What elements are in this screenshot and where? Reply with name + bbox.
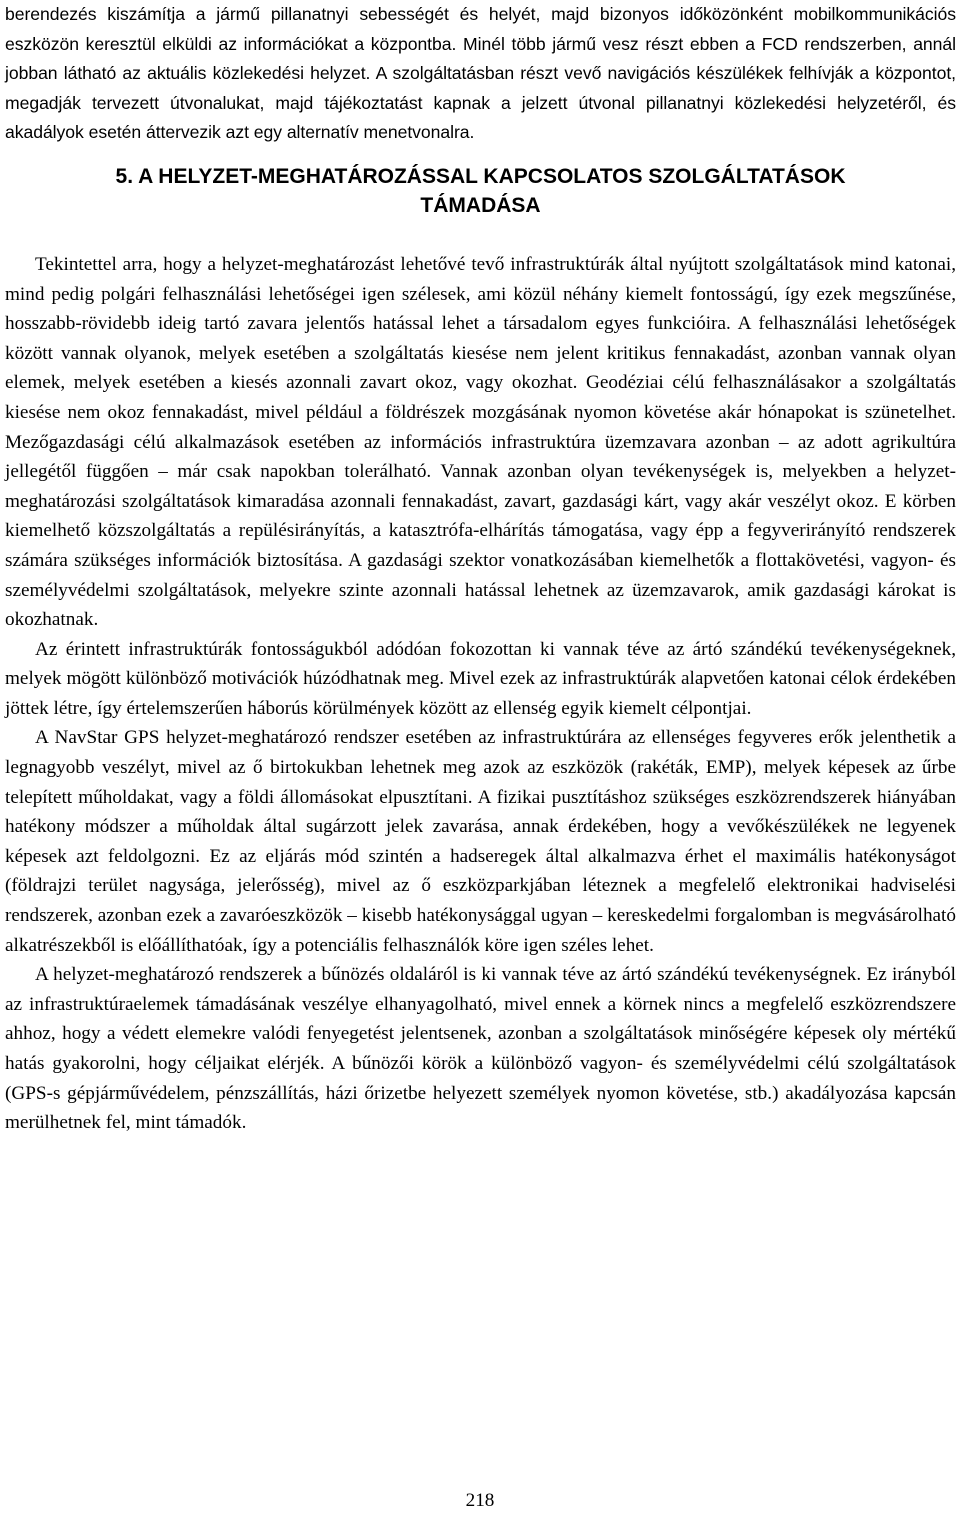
intro-paragraph: berendezés kiszámítja a jármű pillanatnyi sebességét és helyét, majd bizonyos időközönként mobilkommunikációs eszközön keresztül elküldi az információkat a központba. Minél több jármű vesz részt ebben a FCD rendszerben, annál jobban látható az aktuális közlekedési helyzet. A szolgáltatásban részt vevő navigációs készülékek felhívják a központot, megadják tervezett útvonalukat, majd tájékoztatást kapnak a jelzett útvonal pillanatnyi közlekedési helyzetéről, és akadályok esetén áttervezik azt egy alternatív menetvonalra. [5,4,956,143]
section-heading-line2: TÁMADÁSA [420,193,541,217]
body-paragraph: Tekintettel arra, hogy a helyzet-meghatározást lehetővé tevő infrastruktúrák által nyújtott szolgáltatások mind katonai, mind pedig polgári felhasználási lehetőségei igen szélesek, ami közül néhány kiemelt fontosságú, így ezek megszűnése, hosszabb-rövidebb ideig tartó zavara jelentős hatással lehet a társadalom egyes funkcióira. A felhasználási lehetőségek között vannak olyanok, melyek esetében a szolgáltatás kiesése nem jelent kritikus fennakadást, azonban vannak olyan elemek, melyek esetében a kiesés azonnali zavart okoz, vagy okozhat. Geodéziai célú felhasználásakor a szolgáltatás kiesése nem okoz fennakadást, mivel például a földrészek mozgásának nyomon követése akár hónapokat is szünetelhet. Mezőgazdasági célú alkalmazások esetében az információs infrastruktúra üzemzavara azonban – az adott agrikultúra jellegétől függően – már csak napokban tolerálható. Vannak azonban olyan tevékenységek is, melyekben a helyzet-meghatározási szolgáltatások kimaradása azonnali fennakadást, zavart, gazdasági kárt, vagy akár veszélyt okoz. E körben kiemelhető közszolgáltatás a repülésirányítás, a katasztrófa-elhárítás támogatása, vagy épp a fegyverirányító rendszerek számára szükséges információk biztosítása. A gazdasági szektor vonatkozásában kiemelhetők a flottakövetési, vagyon- és személyvédelmi szolgáltatások, melyekre szinte azonnali hatással lehetnek az üzemzavarok, amik gazdasági károkat is okozhatnak. [5,253,956,631]
body-paragraph: Az érintett infrastruktúrák fontosságukból adódóan fokozottan ki vannak téve az ártó szándékú tevékenységeknek, melyek mögött különböző motivációk húzódhatnak meg. Mivel ezek az infrastruktúrák alapvetően katonai célok érdekében jöttek létre, így értelemszerűen háborús körülmények között az ellenség egyik kiemelt célpontjai. [5,638,956,719]
page-number: 218 [465,1490,495,1511]
section-body [5,250,956,1138]
body-paragraph: A helyzet-meghatározó rendszerek a bűnözés oldaláról is ki vannak téve az ártó szándékú tevékenységnek. Ez irányból az infrastruktúraelemek támadásának veszélye elhanyagolható, mivel ennek a körnek nincs a megfelelő eszközrendszere ahhoz, hogy a védett elemekre valódi fenyegetést jelentsenek, azonban a szolgáltatások minőségére képesek oly mértékű hatás gyakorolni, hogy céljaikat elérjék. A bűnözői körök a különböző vagyon- és személyvédelmi célú szolgáltatások (GPS-s gépjárművédelem, pénzszállítás, házi őrizetbe helyezett személyek nyomon követése, stb.) akadályozása kapcsán merülhetnek fel, mint támadók. [5,964,956,1134]
section-heading [5,162,956,220]
document-page [5,0,956,1138]
section-heading-line1: 5. A HELYZET-MEGHATÁROZÁSSAL KAPCSOLATOS SZOLGÁLTATÁSOK [115,164,846,188]
body-paragraph: A NavStar GPS helyzet-meghatározó rendszer esetében az infrastruktúrára az ellenséges fegyveres erők jelenthetik a legnagyobb veszélyt, mivel az ő birtokukban lehetnek meg azok az eszközök (rakéták, EMP), melyek képesek az űrbe telepített műholdakat, vagy a földi állomásokat elpusztítani. A fizikai pusztításhoz szükséges eszközrendszerek hiányában hatékony módszer a műholdak által sugárzott jelek zavarása, annak érdekében, hogy a vevőkészülékek ne legyenek képesek azt feldolgozni. Ez az eljárás mód szintén a hadseregek által alkalmazva érhet el maximális hatékonyságot (földrajzi terület nagysága, jelerősség), mivel az ő eszközparkjában léteznek a megfelelő elektronikai hadviselési rendszerek, azonban ezek a zavaróeszközök – kisebb hatékonysággal ugyan – kereskedelmi forgalomban is megvásárolható alkatrészekből is előállíthatóak, így a potenciális felhasználók köre igen széles lehet. [5,727,956,956]
